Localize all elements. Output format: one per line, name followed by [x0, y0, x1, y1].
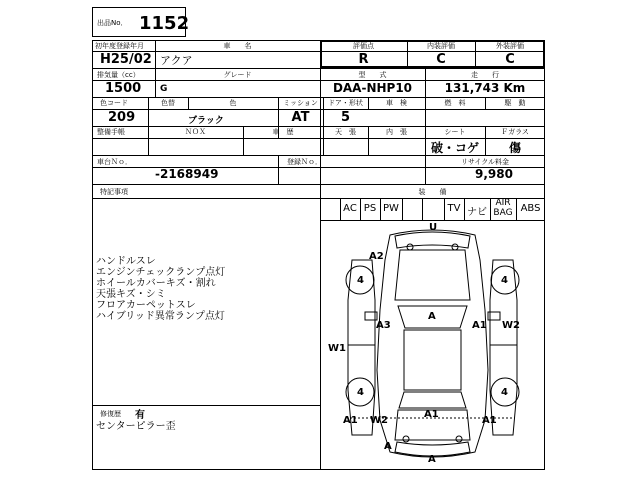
color-code-value: 209 [108, 110, 136, 125]
damage-mark: A [384, 441, 392, 452]
damage-mark: A1 [424, 409, 439, 420]
car-name-value: アクア [160, 54, 193, 67]
model-code-value: DAA-NHP10 [332, 81, 413, 95]
equipment-abs: ABS [520, 203, 541, 214]
nox-label: ＮＯＸ [185, 128, 206, 136]
equipment-ac: AC [343, 203, 357, 214]
exterior-score-value: C [505, 52, 515, 67]
inspection-label: 車 検 [386, 99, 407, 107]
registration-number-label: 登録Ｎｏ． [287, 158, 322, 166]
color-value: ブラック [188, 116, 224, 126]
grade-label: グレード [223, 71, 252, 79]
equipment-row [320, 198, 545, 220]
mileage-label: 走 行 [471, 71, 499, 79]
damage-mark: A3 [376, 320, 391, 331]
lot-number-label: 出品No． [97, 19, 128, 27]
remark-line: ハイブリッド異常ランプ点灯 [96, 311, 225, 322]
repair-history-label: 修復歴 [100, 410, 121, 418]
door-shape-label: ドア・形状 [328, 99, 363, 107]
mileage-value: 131,743 Km [444, 81, 526, 95]
front-glass-label: Ｆガラス [501, 128, 529, 136]
first-registration-label: 初年度登録年月 [95, 42, 144, 50]
score-label: 評価点 [353, 42, 374, 50]
service-book-label: 整備手帳 [97, 128, 125, 136]
lot-number-box [92, 7, 190, 37]
damage-mark: 4 [357, 387, 364, 398]
damage-mark: A [428, 311, 436, 322]
grade-value: G [160, 84, 168, 94]
damage-mark: A1 [343, 415, 358, 426]
equipment-tv: TV [447, 203, 461, 214]
equipment-label: 装 備 [418, 188, 447, 196]
repair-history-value: 有 [135, 410, 145, 421]
first-registration-value: H25/02 [100, 52, 152, 67]
remarks-list [96, 256, 225, 322]
chassis-number-value: -2168949 [155, 167, 219, 181]
damage-mark: 4 [501, 387, 508, 398]
interior-trim-label: 内 張 [386, 128, 407, 136]
damage-mark: A [428, 454, 436, 465]
recycle-fee-label: リサイクル料金 [460, 158, 510, 166]
damage-mark: W2 [502, 320, 520, 331]
displacement-value: 1500 [105, 81, 142, 96]
car-damage-diagram [320, 220, 545, 470]
color-code-label: 色コード [100, 99, 128, 107]
car-name-label: 車 名 [223, 42, 252, 50]
remark-line: 天張キズ・シミ [96, 289, 166, 300]
remarks-label: 特記事項 [100, 188, 128, 196]
exterior-score-label: 外装評価 [496, 42, 524, 50]
equipment-ps: PS [363, 203, 377, 214]
color-change-label: 色替 [161, 99, 175, 107]
interior-score-label: 内装評価 [427, 42, 455, 50]
door-value: 5 [340, 110, 351, 125]
headliner-label: 天 張 [335, 128, 356, 136]
damage-mark: A2 [369, 251, 384, 262]
model-code-label: 型 式 [358, 71, 387, 79]
remark-line: ハンドルスレ [96, 256, 156, 267]
recycle-fee-value: 9,980 [475, 167, 513, 181]
damage-mark: A1 [472, 320, 487, 331]
transmission-label: ミッション [283, 99, 318, 107]
repair-detail: センターピラー歪 [96, 421, 176, 432]
damage-mark: 4 [501, 275, 508, 286]
lot-number: 1152 [139, 13, 190, 34]
front-glass-value: 傷 [508, 141, 521, 155]
interior-score-value: C [436, 52, 446, 67]
equipment-pw: PW [383, 203, 399, 214]
car-history-label: 車 歴 [272, 128, 294, 136]
equipment-airbag: AIR BAG [493, 198, 513, 218]
chassis-number-label: 車台Ｎｏ． [97, 158, 132, 166]
equipment-navi: ナビ [467, 207, 487, 218]
transmission-value: AT [291, 110, 310, 125]
damage-mark: W1 [328, 343, 346, 354]
remark-line: フロアカーペットスレ [96, 300, 196, 311]
drive-label: 駆 動 [504, 99, 526, 107]
damage-mark: W2 [370, 415, 388, 426]
seat-label: シート [444, 128, 466, 136]
damage-mark: U [429, 222, 438, 233]
damage-mark: 4 [357, 275, 364, 286]
remark-line: ホイールカバーキズ・割れ [96, 278, 216, 289]
score-value: R [358, 52, 369, 67]
displacement-label: 排気量（cc） [97, 71, 140, 79]
fuel-label: 燃 料 [444, 99, 466, 107]
damage-mark: A1 [482, 415, 497, 426]
seat-value: 破・コゲ [430, 141, 479, 155]
color-label: 色 [229, 99, 237, 107]
remark-line: エンジンチェックランプ点灯 [96, 267, 226, 278]
